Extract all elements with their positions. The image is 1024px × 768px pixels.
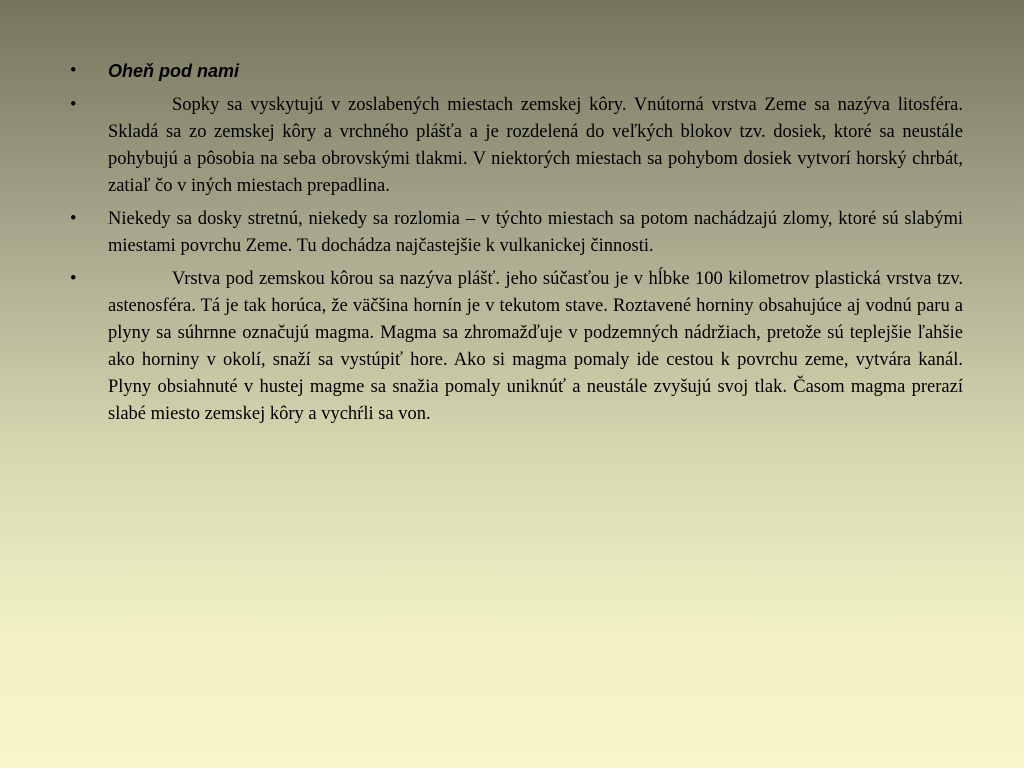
bullet-icon: •	[70, 95, 77, 115]
slide-title: Oheň pod nami	[108, 61, 240, 81]
bullet-icon: •	[70, 61, 77, 81]
bullet-icon: •	[70, 269, 77, 289]
bullet-item-paragraph-3	[70, 266, 963, 428]
paragraph-text: Vrstva pod zemskou kôrou sa nazýva plášť. jeho súčasťou je v hĺbke 100 kilometrov plastická vrstva tzv. astenosféra. Tá je tak horúca, že väčšina hornín je v tekutom stave. Roztavené horniny obsahujúce aj vodnú paru a plyny sa súhrnne označujú magma. Magma sa zhromažďuje v podzemných nádržiach, pretože sú teplejšie ľahšie ako horniny v okolí, snaží sa vystúpiť hore. Ako si magma pomaly ide cestou k povrchu zeme, vytvára kanál. Plyny obsiahnuté v hustej magme sa snažia pomaly uniknúť a neustále zvyšujú svoj tlak. Časom magma prerazí slabé miesto zemskej kôry a vychŕli sa von.	[108, 269, 963, 424]
bullet-item-paragraph-2	[70, 206, 963, 260]
paragraph-text: Niekedy sa dosky stretnú, niekedy sa rozlomia – v týchto miestach sa potom nachádzajú zlomy, ktoré sú slabými miestami povrchu Zeme. Tu dochádza najčastejšie k vulkanickej činnosti.	[108, 209, 963, 256]
slide-content	[70, 58, 963, 434]
bullet-item-paragraph-1	[70, 92, 963, 200]
paragraph-text: Sopky sa vyskytujú v zoslabených miestach zemskej kôry. Vnútorná vrstva Zeme sa nazýva litosféra. Skladá sa zo zemskej kôry a vrchného plášťa a je rozdelená do veľkých blokov tzv. dosiek, ktoré sa neustále pohybujú a pôsobia na seba obrovskými tlakmi. V niektorých miestach sa pohybom dosiek vytvorí horský chrbát, zatiaľ čo v iných miestach prepadlina.	[108, 95, 963, 196]
bullet-icon: •	[70, 209, 77, 229]
bullet-item-title	[70, 58, 963, 86]
